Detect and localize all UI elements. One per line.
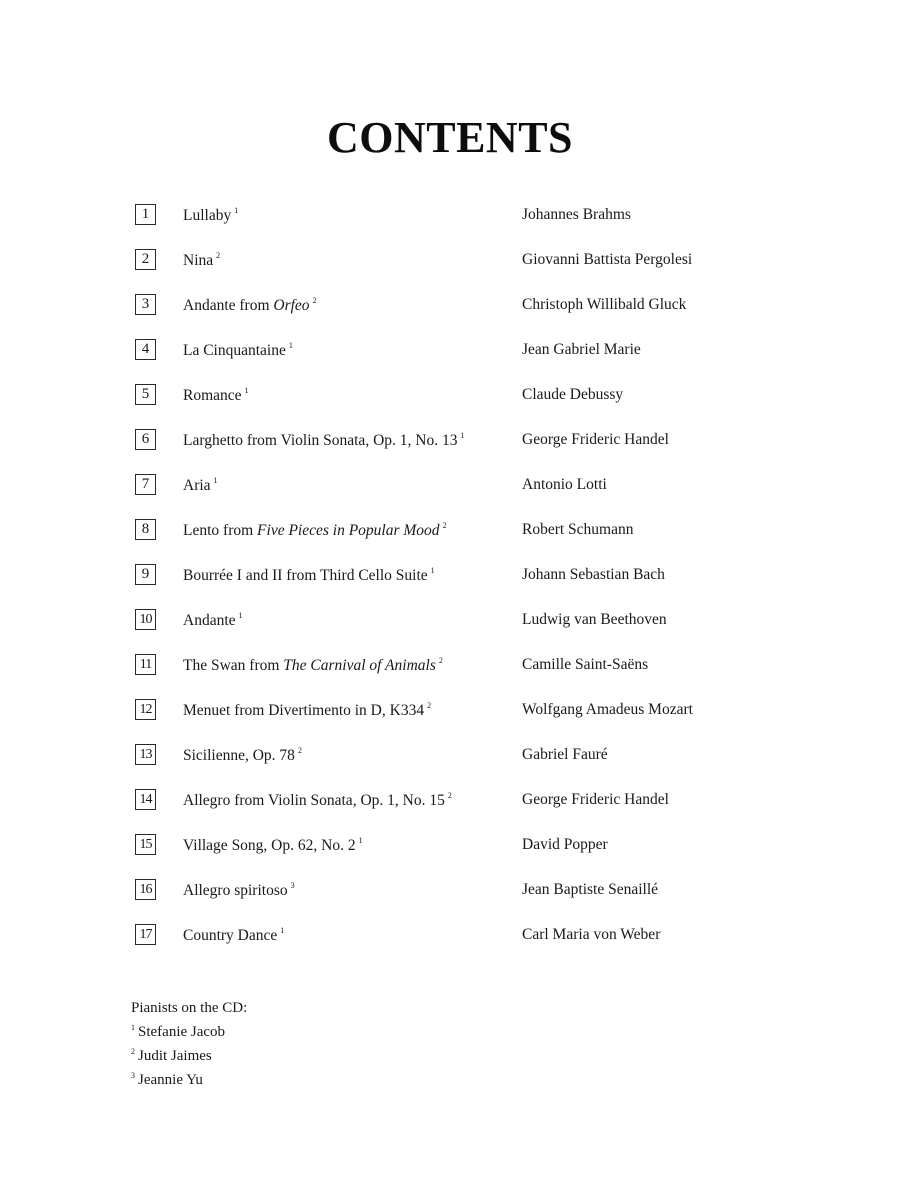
piece-title-text: Larghetto from Violin Sonata, Op. 1, No. 13	[183, 432, 458, 449]
piece-title-text: The Swan from	[183, 657, 284, 674]
toc-row	[0, 286, 900, 331]
toc-row	[0, 871, 900, 916]
track-number-box: 5	[135, 384, 156, 405]
toc-row	[0, 331, 900, 376]
pianist-entry	[131, 1066, 247, 1090]
piece-title-text: Andante from	[183, 297, 274, 314]
toc-row	[0, 376, 900, 421]
toc-row	[0, 421, 900, 466]
piece-title-italic: Orfeo	[273, 297, 310, 314]
pianist-note: 3	[131, 1071, 135, 1080]
composer-name: Giovanni Battista Pergolesi	[522, 251, 693, 268]
piece-title-text: Bourrée I and II from Third Cello Suite	[183, 567, 428, 584]
pianists-credits	[131, 998, 247, 1090]
toc-row	[0, 601, 900, 646]
page-title: CONTENTS	[326, 113, 574, 162]
table-of-contents	[0, 196, 900, 961]
composer-name: Jean Gabriel Marie	[522, 341, 641, 358]
pianist-footnote: 1	[430, 566, 435, 575]
toc-row	[0, 466, 900, 511]
piece-title-text: Sicilienne, Op. 78	[183, 747, 295, 764]
track-number-box: 13	[135, 744, 156, 765]
piece-title-text: Romance	[183, 387, 242, 404]
pianist-name: Judit Jaimes	[138, 1048, 212, 1064]
pianist-footnote: 1	[244, 386, 249, 395]
piece-title	[183, 521, 447, 540]
piece-title	[183, 431, 464, 450]
composer-name: David Popper	[522, 836, 608, 853]
piece-title-text: La Cinquantaine	[183, 342, 286, 359]
piece-title-text: Andante	[183, 612, 236, 629]
track-number-box: 15	[135, 834, 156, 855]
track-number-box: 17	[135, 924, 156, 945]
pianist-footnote: 2	[442, 521, 447, 530]
track-number-box: 10	[135, 609, 156, 630]
composer-name: George Frideric Handel	[522, 431, 669, 448]
piece-title	[183, 701, 431, 720]
piece-title-text: Country Dance	[183, 927, 278, 944]
pianist-footnote: 1	[213, 476, 218, 485]
composer-name: Camille Saint-Saëns	[522, 656, 649, 673]
pianist-footnote: 2	[312, 296, 317, 305]
piece-title-text: Menuet from Divertimento in D, K334	[183, 702, 425, 719]
toc-row	[0, 736, 900, 781]
composer-name: Christoph Willibald Gluck	[522, 296, 687, 313]
piece-title	[183, 611, 243, 630]
toc-row	[0, 556, 900, 601]
track-number-box: 6	[135, 429, 156, 450]
pianist-footnote: 2	[427, 701, 432, 710]
track-number-box: 9	[135, 564, 156, 585]
piece-title-italic: Five Pieces in Popular Mood	[257, 522, 440, 539]
pianist-footnote: 3	[290, 881, 295, 890]
toc-row	[0, 826, 900, 871]
track-number-box: 7	[135, 474, 156, 495]
piece-title-text: Nina	[183, 252, 214, 269]
piece-title-text: Village Song, Op. 62, No. 2	[183, 837, 356, 854]
toc-row	[0, 781, 900, 826]
pianist-name: Stefanie Jacob	[138, 1024, 226, 1040]
composer-name: Carl Maria von Weber	[522, 926, 661, 943]
piece-title	[183, 656, 443, 675]
pianist-footnote: 1	[358, 836, 363, 845]
composer-name: Wolfgang Amadeus Mozart	[522, 701, 693, 718]
piece-title	[183, 566, 435, 585]
piece-title	[183, 296, 317, 315]
toc-row	[0, 241, 900, 286]
piece-title-text: Allegro spiritoso	[183, 882, 288, 899]
composer-name: Robert Schumann	[522, 521, 634, 538]
composer-name: Johann Sebastian Bach	[522, 566, 665, 583]
toc-row	[0, 646, 900, 691]
pianist-footnote: 1	[280, 926, 285, 935]
piece-title	[183, 836, 363, 855]
toc-row	[0, 196, 900, 241]
pianist-footnote: 1	[238, 611, 243, 620]
piece-title-text: Lullaby	[183, 207, 232, 224]
pianist-footnote: 2	[297, 746, 302, 755]
pianist-footnote: 2	[438, 656, 443, 665]
pianist-entry	[131, 1018, 247, 1042]
track-number-box: 12	[135, 699, 156, 720]
pianist-footnote: 1	[288, 341, 293, 350]
piece-title	[183, 341, 293, 360]
piece-title	[183, 881, 295, 900]
track-number-box: 14	[135, 789, 156, 810]
composer-name: Antonio Lotti	[522, 476, 607, 493]
track-number-box: 11	[135, 654, 156, 675]
track-number-box: 4	[135, 339, 156, 360]
pianist-footnote: 1	[234, 206, 239, 215]
composer-name: George Frideric Handel	[522, 791, 669, 808]
pianist-name: Jeannie Yu	[138, 1072, 203, 1088]
piece-title-text: Lento from	[183, 522, 258, 539]
pianists-heading: Pianists on the CD:	[131, 1000, 248, 1016]
composer-name: Claude Debussy	[522, 386, 624, 403]
toc-row	[0, 511, 900, 556]
piece-title	[183, 476, 218, 495]
piece-title	[183, 206, 238, 225]
track-number-box: 16	[135, 879, 156, 900]
toc-row	[0, 916, 900, 961]
composer-name: Gabriel Fauré	[522, 746, 608, 763]
piece-title-text: Allegro from Violin Sonata, Op. 1, No. 15	[183, 792, 445, 809]
pianist-entry	[131, 1042, 247, 1066]
track-number-box: 2	[135, 249, 156, 270]
composer-name: Johannes Brahms	[522, 206, 631, 223]
piece-title	[183, 791, 452, 810]
piece-title	[183, 386, 249, 405]
composer-name: Jean Baptiste Senaillé	[522, 881, 659, 898]
track-number-box: 3	[135, 294, 156, 315]
piece-title-text: Aria	[183, 477, 211, 494]
pianist-footnote: 2	[216, 251, 221, 260]
composer-name: Ludwig van Beethoven	[522, 611, 667, 628]
piece-title	[183, 251, 220, 270]
pianist-footnote: 2	[447, 791, 452, 800]
toc-row	[0, 691, 900, 736]
pianist-footnote: 1	[460, 431, 465, 440]
piece-title	[183, 926, 284, 945]
track-number-box: 1	[135, 204, 156, 225]
pianist-note: 1	[131, 1023, 135, 1032]
track-number-box: 8	[135, 519, 156, 540]
piece-title	[183, 746, 302, 765]
piece-title-italic: The Carnival of Animals	[283, 657, 436, 674]
pianist-note: 2	[131, 1047, 135, 1056]
